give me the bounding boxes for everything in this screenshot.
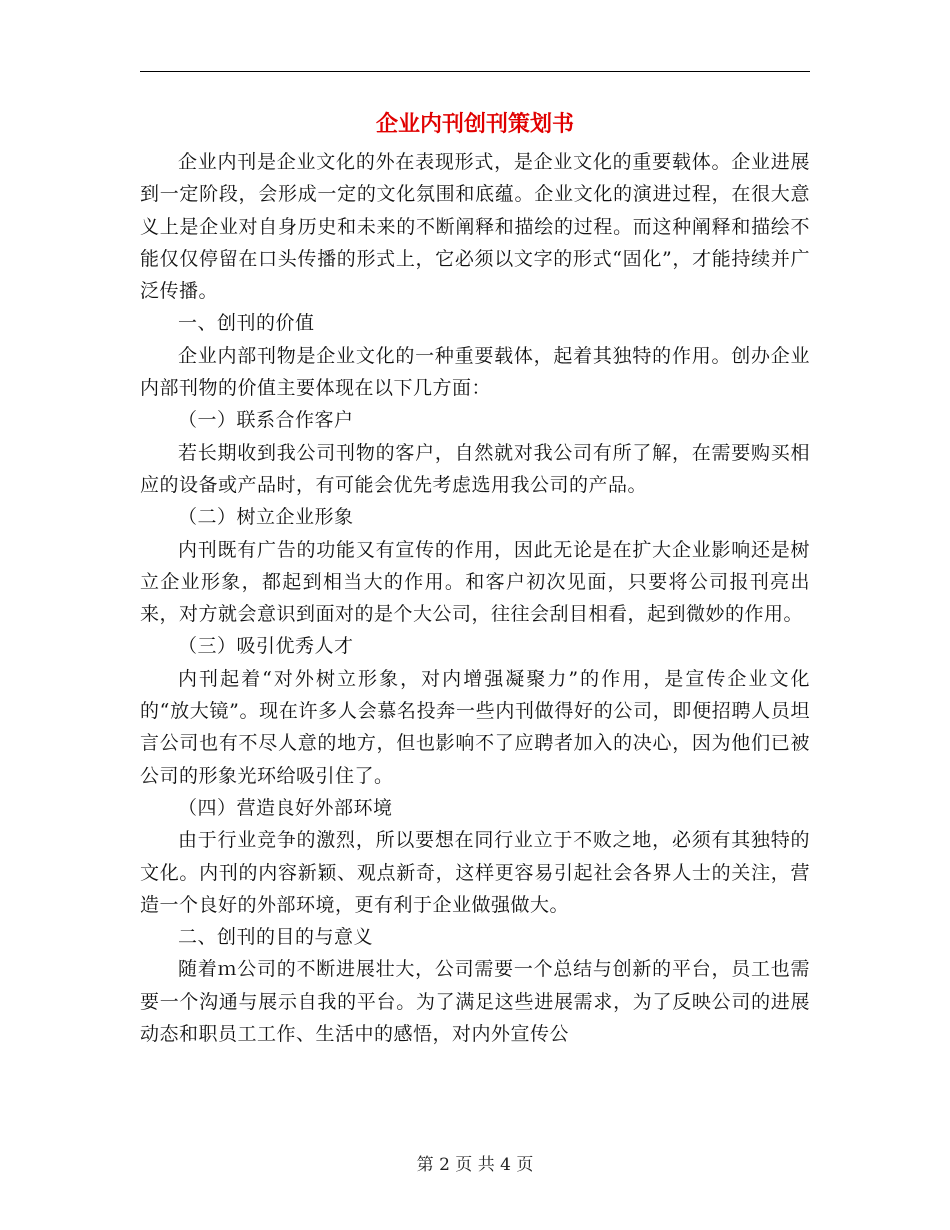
paragraph-intro: 企业内刊是企业文化的外在表现形式，是企业文化的重要载体。企业进展到一定阶段，会形成一定的文化氛围和底蕴。企业文化的演进过程，在很大意义上是企业对自身历史和未来的不断阐释和描绘的过程。而这种阐释和描绘不能仅仅停留在口头传播的形式上，它必须以文字的形式“固化”，才能持续并广泛传播。: [140, 151, 810, 303]
subheading-customers: （一）联系合作客户: [178, 409, 354, 432]
header-rule: [140, 71, 810, 72]
paragraph-environment: 由于行业竞争的激烈，所以要想在同行业立于不败之地，必须有其独特的文化。内刊的内容新颖、观点新奇，这样更容易引起社会各界人士的关注，营造一个良好的外部环境，更有利于企业做强做大。: [140, 829, 810, 916]
document-body: [140, 146, 810, 1050]
subheading-environment: （四）营造良好外部环境: [178, 796, 393, 819]
page-number: 第 2 页 共 4 页: [416, 1155, 534, 1175]
subheading-talent: （三）吸引优秀人才: [178, 635, 354, 658]
paragraph-value-intro: 企业内部刊物是企业文化的一种重要载体，起着其独特的作用。创办企业内部刊物的价值主要体现在以下几方面：: [140, 344, 810, 400]
subheading-image: （二）树立企业形象: [178, 506, 354, 529]
document-title: 企业内刊创刊策划书: [375, 111, 574, 137]
section-heading-purpose: 二、创刊的目的与意义: [178, 926, 374, 949]
paragraph-talent: 内刊起着“对外树立形象，对内增强凝聚力”的作用，是宣传企业文化的“放大镜”。现在许多人会慕名投奔一些内刊做得好的公司，即便招聘人员坦言公司也有不尽人意的地方，但也影响不了应聘者加入的决心，因为他们已被公司的形象光环给吸引住了。: [140, 667, 810, 787]
paragraph-image: 内刊既有广告的功能又有宣传的作用，因此无论是在扩大企业影响还是树立企业形象，都起到相当大的作用。和客户初次见面，只要将公司报刊亮出来，对方就会意识到面对的是个大公司，往往会刮目相看，起到微妙的作用。: [140, 538, 810, 626]
paragraph-customers: 若长期收到我公司刊物的客户，自然就对我公司有所了解，在需要购买相应的设备或产品时，有可能会优先考虑选用我公司的产品。: [140, 441, 810, 496]
section-heading-value: 一、创刊的价值: [178, 312, 315, 335]
paragraph-purpose: 随着ｍ公司的不断进展壮大，公司需要一个总结与创新的平台，员工也需要一个沟通与展示自我的平台。为了满足这些进展需求，为了反映公司的进展动态和职员工工作、生活中的感悟，对内外宣传公: [140, 958, 810, 1046]
